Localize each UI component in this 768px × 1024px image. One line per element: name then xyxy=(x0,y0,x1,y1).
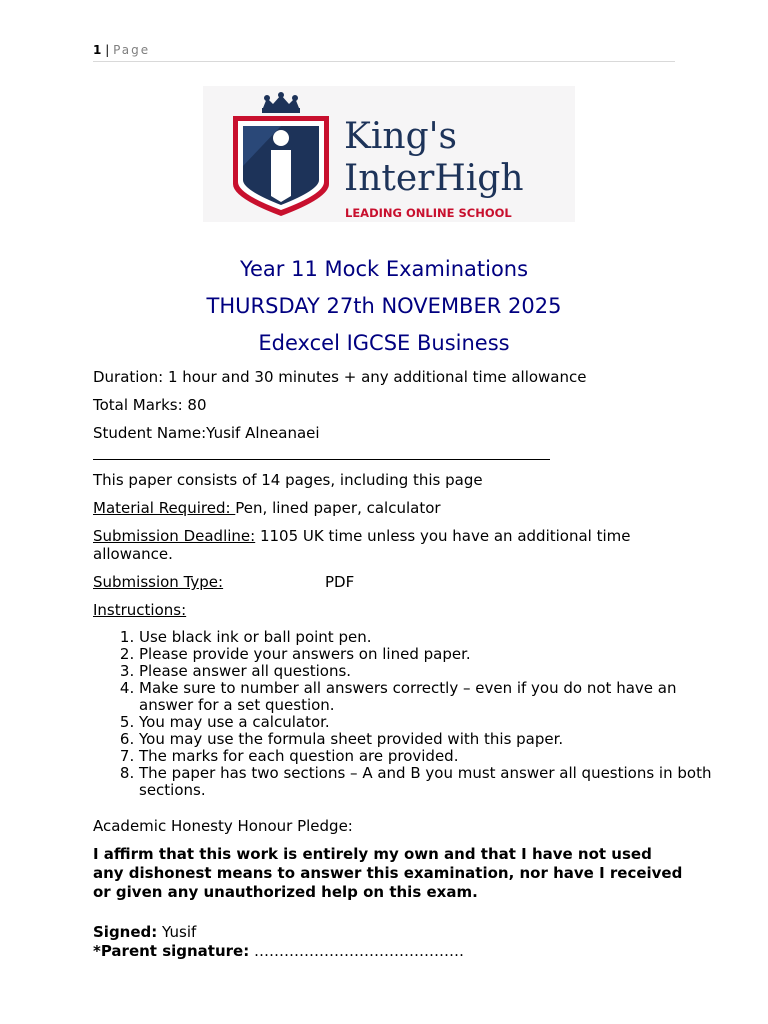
instruction-item: 7. The marks for each question are provided. xyxy=(139,748,729,765)
material-label: Material Required: xyxy=(93,499,236,517)
logo-brand-line1: King's xyxy=(344,116,458,157)
instruction-item: 3. Please answer all questions. xyxy=(139,663,729,680)
exam-title: Year 11 Mock Examinations xyxy=(239,257,529,281)
pledge-heading: Academic Honesty Honour Pledge: xyxy=(93,817,353,835)
instruction-item: 2. Please provide your answers on lined paper. xyxy=(139,646,729,663)
submission-type xyxy=(93,573,675,591)
instruction-item: 4. Make sure to number all answers correctly – even if you do not have an answer for a set question. xyxy=(139,680,729,714)
page-word: Page xyxy=(113,43,151,57)
submission-deadline xyxy=(93,527,678,563)
parent-signature-value: …………………………………… xyxy=(249,942,465,960)
logo-tagline: LEADING ONLINE SCHOOL xyxy=(345,206,512,220)
instruction-item: 8. The paper has two sections – A and B you must answer all questions in both sections. xyxy=(139,765,729,799)
logo-brand-line2: InterHigh xyxy=(344,158,524,199)
total-marks-text: Total Marks: 80 xyxy=(93,396,207,414)
parent-signature-label: *Parent signature: xyxy=(93,942,250,960)
instruction-item: 1. Use black ink or ball point pen. xyxy=(139,629,729,646)
page-header xyxy=(93,43,675,62)
pledge-text: I affirm that this work is entirely my own and that I have not used any dishonest means to answer this examination, nor have I received or given any unauthorized help on this exam. xyxy=(93,845,683,901)
deadline-label: Submission Deadline: xyxy=(93,527,256,545)
page-number: 1 xyxy=(93,43,102,57)
logo-graphic xyxy=(203,86,575,222)
school-logo xyxy=(203,86,575,222)
deadline-value: 1105 UK time unless you have an additional time allowance. xyxy=(93,527,631,563)
signed-label: Signed: xyxy=(93,923,158,941)
page-separator: | xyxy=(105,43,110,57)
exam-date: THURSDAY 27th NOVEMBER 2025 xyxy=(206,294,562,318)
instructions-heading: Instructions: xyxy=(93,601,187,619)
student-name-text: Student Name:Yusif Alneanaei xyxy=(93,424,320,442)
pages-text: This paper consists of 14 pages, including this page xyxy=(93,471,483,489)
exam-subject: Edexcel IGCSE Business xyxy=(258,331,510,355)
signed-line xyxy=(93,923,196,941)
type-value: PDF xyxy=(325,573,355,591)
material-required xyxy=(93,499,441,517)
signed-value: Yusif xyxy=(157,923,197,941)
duration-text: Duration: 1 hour and 30 minutes + any additional time allowance xyxy=(93,368,587,386)
name-underline xyxy=(93,459,550,460)
material-value: Pen, lined paper, calculator xyxy=(235,499,441,517)
parent-signature-line xyxy=(93,942,464,960)
shield-icon xyxy=(233,116,329,216)
instruction-item: 6. You may use the formula sheet provided with this paper. xyxy=(139,731,729,748)
instructions-list xyxy=(93,629,729,799)
type-label: Submission Type: xyxy=(93,573,224,591)
crown-icon xyxy=(262,92,300,113)
instruction-item: 5. You may use a calculator. xyxy=(139,714,729,731)
